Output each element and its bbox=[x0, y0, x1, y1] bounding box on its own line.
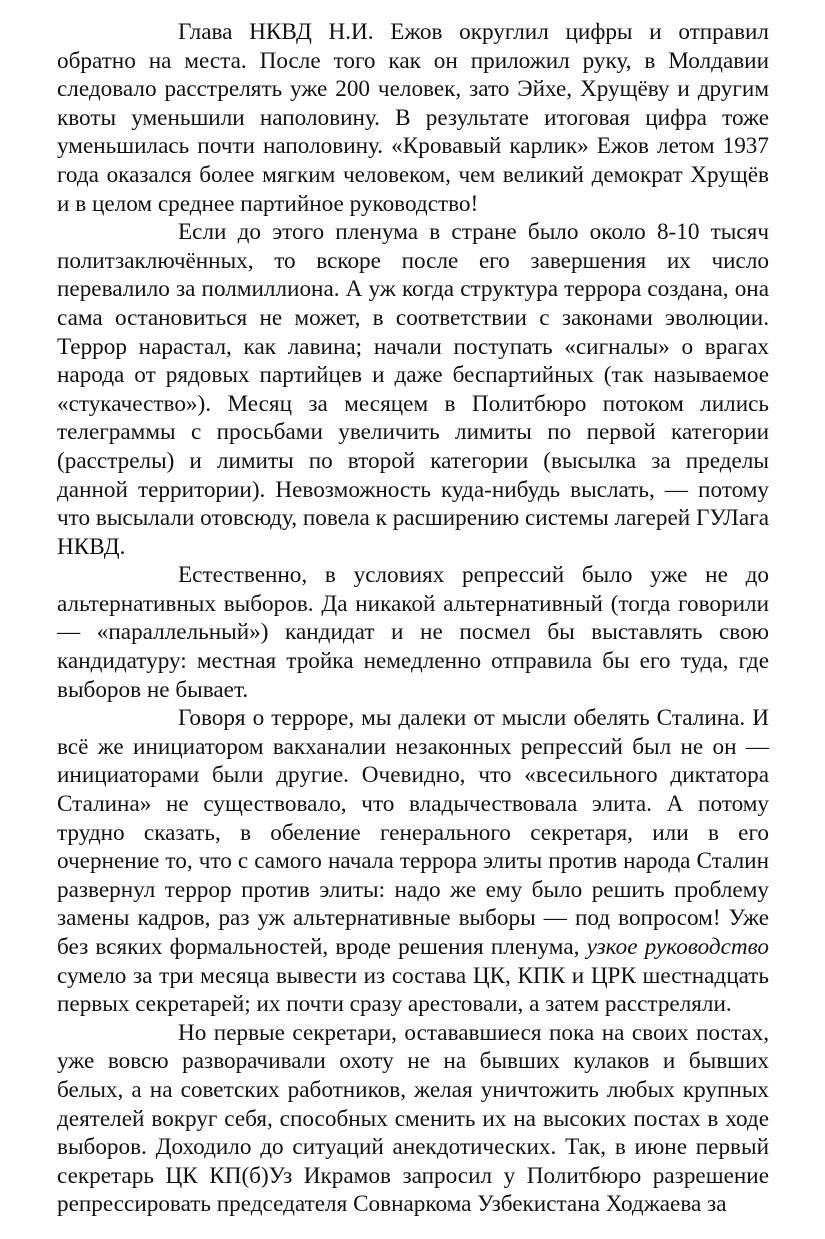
paragraph-5: Но первые секретари, остававшиеся пока на своих постах, уже вовсю разворачивали охоту не на бывших кулаков и бывших белых, а на советских работников, желая уничтожить любых крупных деятелей вокруг себя, способных сменить их на высоких постах в ходе выборов. Доходило до ситуаций анекдотических. Так, в июне первый секретарь ЦК КП(б)Уз Икрамов запросил у Политбюро разрешение репрессировать председателя Совнаркома Узбекистана Ходжаева за bbox=[57, 1019, 769, 1218]
document-page bbox=[57, 18, 769, 1219]
paragraph-2: Если до этого пленума в стране было около 8-10 тысяч политзаключённых, то вскоре после его завершения их число перевалило за полмиллиона. А уж когда структура террора создана, она сама остановиться не может, в соответствии с законами эволюции. Террор нарастал, как лавина; начали поступать «сигналы» о врагах народа от рядовых партийцев и даже беспартийных (так называемое «стукачество»). Месяц за месяцем в Политбюро потоком лились телеграммы с просьбами увеличить лимиты по первой категории (расстрелы) и лимиты по второй категории (высылка за пределы данной территории). Невозможность куда-нибудь выслать, — потому что высылали отовсюду, повела к расширению системы лагерей ГУЛага НКВД. bbox=[57, 219, 769, 560]
paragraph-3: Естественно, в условиях репрессий было уже не до альтернативных выборов. Да никакой альтернативный (тогда говорили — «параллельный») кандидат и не посмел бы выставлять свою кандидатуру: местная тройка немедленно отправила бы его туда, где выборов не бывает. bbox=[57, 562, 769, 703]
paragraph-4-text-after: сумело за три месяца вывести из состава ЦК, КПК и ЦРК шестнадцать первых секретарей; их почти сразу арестовали, а затем расстреляли. bbox=[57, 962, 769, 1018]
paragraph-4-text-before: Говоря о терроре, мы далеки от мысли обелять Сталина. И всё же инициатором вакханалии незаконных репрессий был не он — инициаторами были другие. Очевидно, что «всесильного диктатора Сталина» не существовало, что владычествовала элита. А потому трудно сказать, в обеление генерального секретаря, или в его очернение то, что с самого начала террора элиты против народа Сталин развернул террор против элиты: надо же ему было решить проблему замены кадров, раз уж альтернативные выборы — под вопросом! Уже без всяких формальностей, вроде решения пленума, bbox=[57, 705, 769, 960]
paragraph-1: Глава НКВД Н.И. Ежов округлил цифры и отправил обратно на места. После того как он приложил руку, в Молдавии следовало расстрелять уже 200 человек, зато Эйхе, Хрущёву и другим квоты уменьшили наполовину. В результате итоговая цифра тоже уменьшилась почти наполовину. «Кровавый карлик» Ежов летом 1937 года оказался более мягким человеком, чем великий демократ Хрущёв и в целом среднее партийное руководство! bbox=[57, 19, 769, 217]
paragraph-4 bbox=[57, 704, 769, 1019]
paragraph-4-emphasis: узкое руководство bbox=[586, 934, 769, 960]
